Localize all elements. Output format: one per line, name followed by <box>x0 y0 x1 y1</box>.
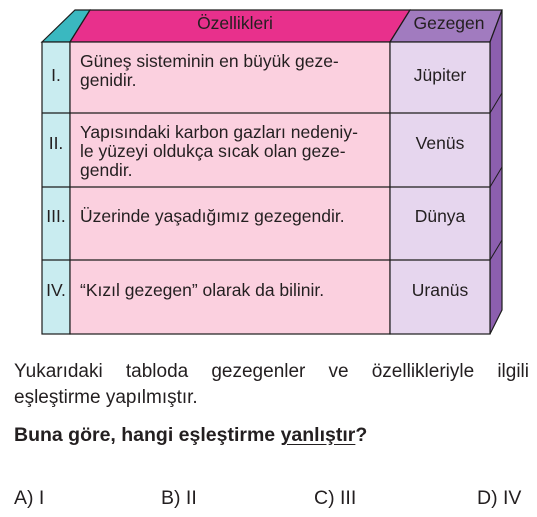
row-number: IV. <box>46 280 66 300</box>
feature-text <box>80 52 385 90</box>
paragraph-line: Yukarıdaki tabloda gezegenler ve özellikleriyle ilgili <box>14 361 529 382</box>
planet-name: Venüs <box>415 133 465 153</box>
paragraph-line: eşleştirme yapılmıştır. <box>14 387 198 408</box>
feature-line: genidir. <box>80 70 137 90</box>
option-b[interactable]: B) II <box>161 487 197 509</box>
planet-name: Dünya <box>414 206 466 226</box>
option-d[interactable]: D) IV <box>477 487 522 509</box>
table-side-purple <box>490 10 502 334</box>
feature-text <box>80 207 385 226</box>
feature-line: “Kızıl gezegen” olarak da bilinir. <box>80 280 325 300</box>
row-number: I. <box>51 65 61 85</box>
header-planet: Gezegen <box>413 13 485 33</box>
planet-name: Uranüs <box>411 280 469 300</box>
question-suffix: ? <box>355 424 368 446</box>
option-a[interactable]: A) I <box>14 487 45 509</box>
question-text <box>14 424 367 447</box>
planet-name: Jüpiter <box>413 65 467 85</box>
option-c[interactable]: C) III <box>314 487 357 509</box>
header-features: Özellikleri <box>197 13 273 33</box>
feature-line: gendir. <box>80 160 133 180</box>
row-number: III. <box>46 206 66 226</box>
question-prefix: Buna göre, hangi eşleştirme <box>14 424 281 446</box>
question-emphasis: yanlıştır <box>280 424 356 446</box>
feature-line: le yüzeyi oldukça sıcak olan geze- <box>80 141 346 161</box>
feature-line: Yapısındaki karbon gazları nedeniy- <box>80 122 358 142</box>
row-number: II. <box>48 133 64 153</box>
feature-line: Üzerinde yaşadığımız gezegendir. <box>80 206 345 226</box>
feature-text <box>80 281 385 300</box>
feature-text <box>80 123 385 180</box>
feature-line: Güneş sisteminin en büyük geze- <box>80 51 339 71</box>
